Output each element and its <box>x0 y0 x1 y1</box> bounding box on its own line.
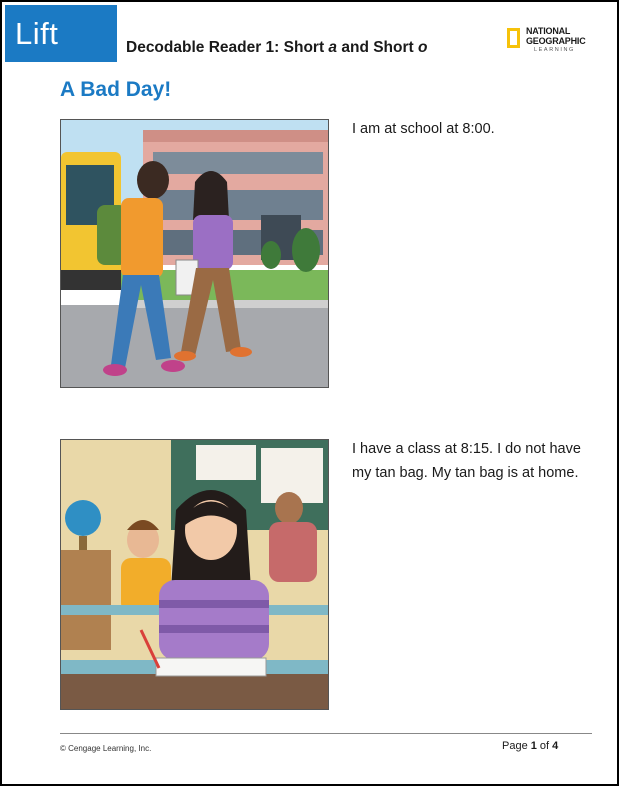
page-total: 4 <box>552 740 559 752</box>
footer-divider <box>60 733 592 734</box>
title-and: and Short <box>337 39 418 56</box>
national-geographic-logo <box>507 26 591 58</box>
story-title: A Bad Day! <box>60 78 172 101</box>
brand-tab <box>5 5 117 62</box>
page-label: Page <box>502 740 531 752</box>
brand-label: Lift <box>15 15 59 51</box>
classroom-illustration <box>60 439 329 710</box>
reader-title <box>126 39 427 57</box>
page-current: 1 <box>530 740 537 752</box>
logo-line-2: GEOGRAPHIC <box>526 36 586 46</box>
story-text-page-1: I am at school at 8:00. <box>352 121 495 137</box>
school-arrival-illustration <box>60 119 329 388</box>
copyright-notice: © Cengage Learning, Inc. <box>60 744 152 753</box>
ng-yellow-frame-icon <box>507 28 520 48</box>
page-number <box>502 740 558 752</box>
title-prefix: Decodable Reader 1: Short <box>126 39 329 56</box>
logo-line-1: NATIONAL <box>526 26 571 36</box>
logo-line-3: LEARNING <box>534 47 575 53</box>
page-of: of <box>536 740 553 752</box>
title-letter-o: o <box>418 39 428 56</box>
title-letter-a: a <box>328 39 338 56</box>
story-text-page-2: I have a class at 8:15. I do not have my tan bag. My tan bag is at home. <box>352 441 581 481</box>
